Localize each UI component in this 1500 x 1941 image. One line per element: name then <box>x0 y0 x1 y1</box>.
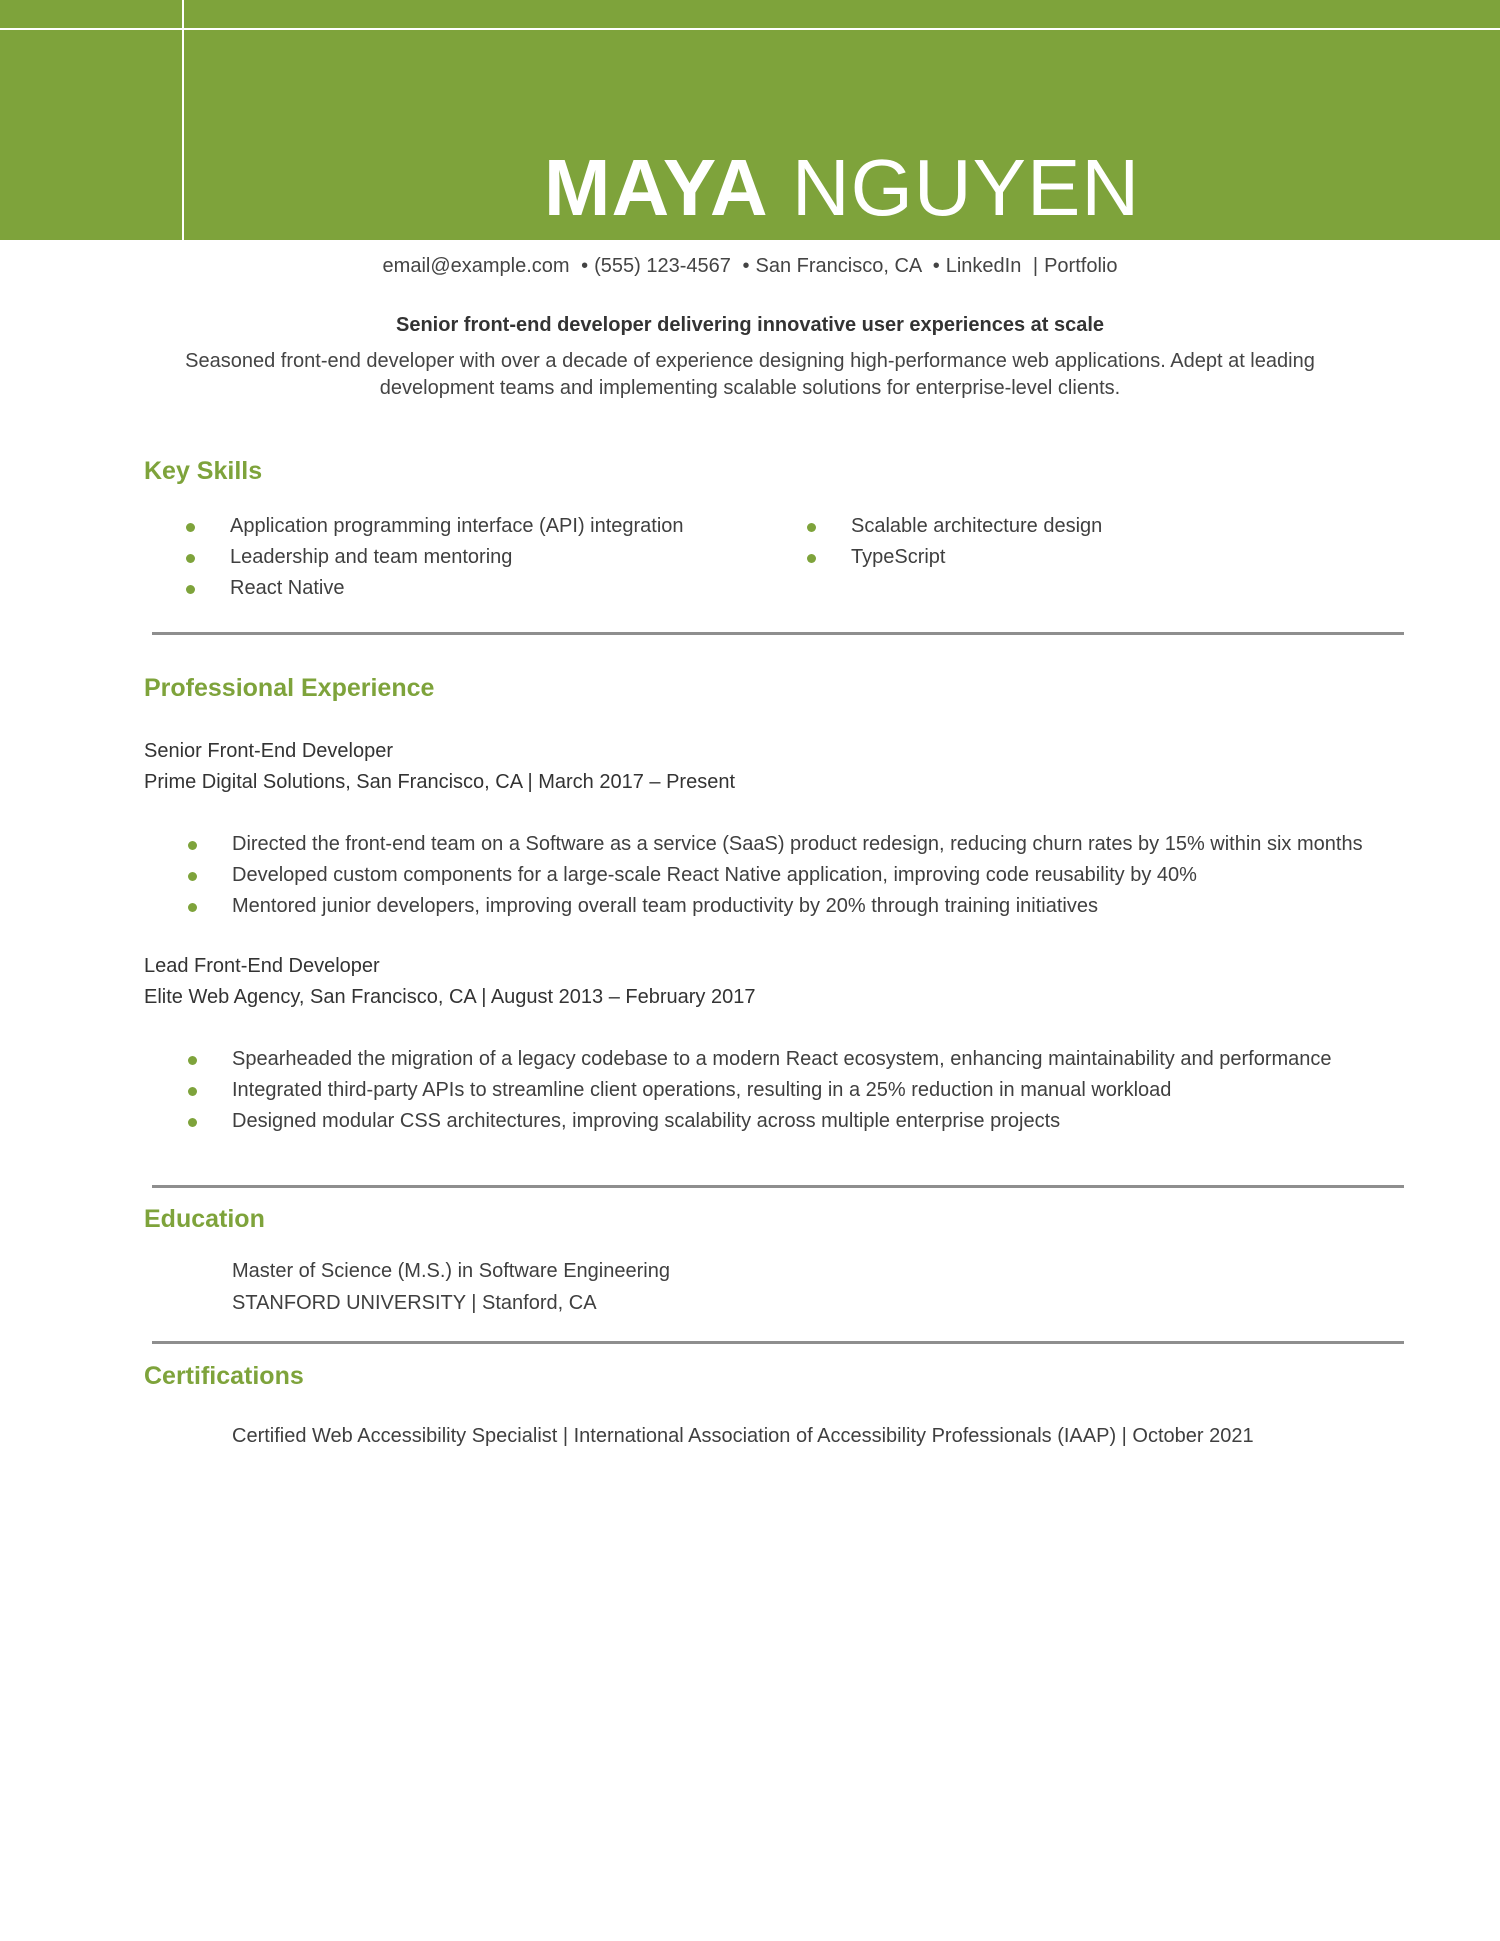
job-bullet-item: Integrated third-party APIs to streamline client operations, resulting in a 25% reduction in manual workload <box>188 1075 1332 1106</box>
section-title-certifications: Certifications <box>144 1362 304 1390</box>
first-name: MAYA <box>543 143 769 232</box>
bullet-icon <box>186 523 195 532</box>
bullet-icon <box>188 1087 197 1096</box>
contact-phone[interactable]: (555) 123-4567 <box>594 255 731 277</box>
contact-email[interactable]: email@example.com <box>382 255 570 277</box>
job-bullet-item: Mentored junior developers, improving overall team productivity by 20% through training initiatives <box>188 891 1363 922</box>
separator-bullet: • <box>581 255 589 277</box>
education-school: STANFORD UNIVERSITY | Stanford, CA <box>232 1292 597 1314</box>
skills-list-right <box>807 511 1102 573</box>
education-degree: Master of Science (M.S.) in Software Engineering <box>232 1260 670 1282</box>
skill-item: Scalable architecture design <box>807 511 1102 542</box>
skill-item: React Native <box>186 573 684 604</box>
last-name: NGUYEN <box>791 143 1141 232</box>
job-bullet-item: Designed modular CSS architectures, improving scalability across multiple enterprise projects <box>188 1106 1332 1137</box>
contact-portfolio-link[interactable]: Portfolio <box>1044 255 1118 277</box>
separator-bullet: • <box>742 255 750 277</box>
section-divider <box>152 1341 1404 1344</box>
separator-bullet: • <box>932 255 940 277</box>
bullet-icon <box>186 554 195 563</box>
job-company-line: Prime Digital Solutions, San Francisco, CA | March 2017 – Present <box>144 771 736 793</box>
candidate-name <box>184 140 1500 236</box>
separator-pipe: | <box>1032 255 1039 277</box>
bullet-icon <box>186 585 195 594</box>
section-divider <box>152 632 1404 635</box>
job-bullets <box>188 829 1363 922</box>
bullet-icon <box>188 903 197 912</box>
section-title-experience: Professional Experience <box>144 674 435 702</box>
headline: Senior front-end developer delivering innovative user experiences at scale <box>395 314 1105 336</box>
skills-list-left <box>186 511 684 604</box>
certification-item: Certified Web Accessibility Specialist | International Association of Accessibility Professionals (IAAP) | October 2021 <box>232 1425 1254 1447</box>
bullet-icon <box>188 1056 197 1065</box>
job-company-line: Elite Web Agency, San Francisco, CA | August 2013 – February 2017 <box>144 986 756 1008</box>
bullet-icon <box>807 523 816 532</box>
contact-line <box>0 252 1500 280</box>
contact-location: San Francisco, CA <box>755 255 922 277</box>
summary: Seasoned front-end developer with over a decade of experience designing high-performance web applications. Adept at leading development teams and implementing scalable solutions for enterprise-level clients. <box>185 350 1315 399</box>
job-role: Senior Front-End Developer <box>144 740 394 762</box>
skill-item: TypeScript <box>807 542 1102 573</box>
job-role: Lead Front-End Developer <box>144 955 380 977</box>
section-divider <box>152 1185 1404 1188</box>
bullet-icon <box>188 1118 197 1127</box>
bullet-icon <box>188 872 197 881</box>
bullet-icon <box>188 841 197 850</box>
job-bullet-item: Developed custom components for a large-scale React Native application, improving code reusability by 40% <box>188 860 1363 891</box>
bullet-icon <box>807 554 816 563</box>
header-horizontal-line <box>0 28 1500 30</box>
contact-linkedin-link[interactable]: LinkedIn <box>945 255 1022 277</box>
section-title-skills: Key Skills <box>144 457 263 485</box>
skill-item: Leadership and team mentoring <box>186 542 684 573</box>
job-bullet-item: Directed the front-end team on a Software as a service (SaaS) product redesign, reducing churn rates by 15% within six months <box>188 829 1363 860</box>
job-bullets <box>188 1044 1332 1137</box>
section-title-education: Education <box>144 1205 265 1233</box>
job-bullet-item: Spearheaded the migration of a legacy codebase to a modern React ecosystem, enhancing maintainability and performance <box>188 1044 1332 1075</box>
skill-item: Application programming interface (API) integration <box>186 511 684 542</box>
